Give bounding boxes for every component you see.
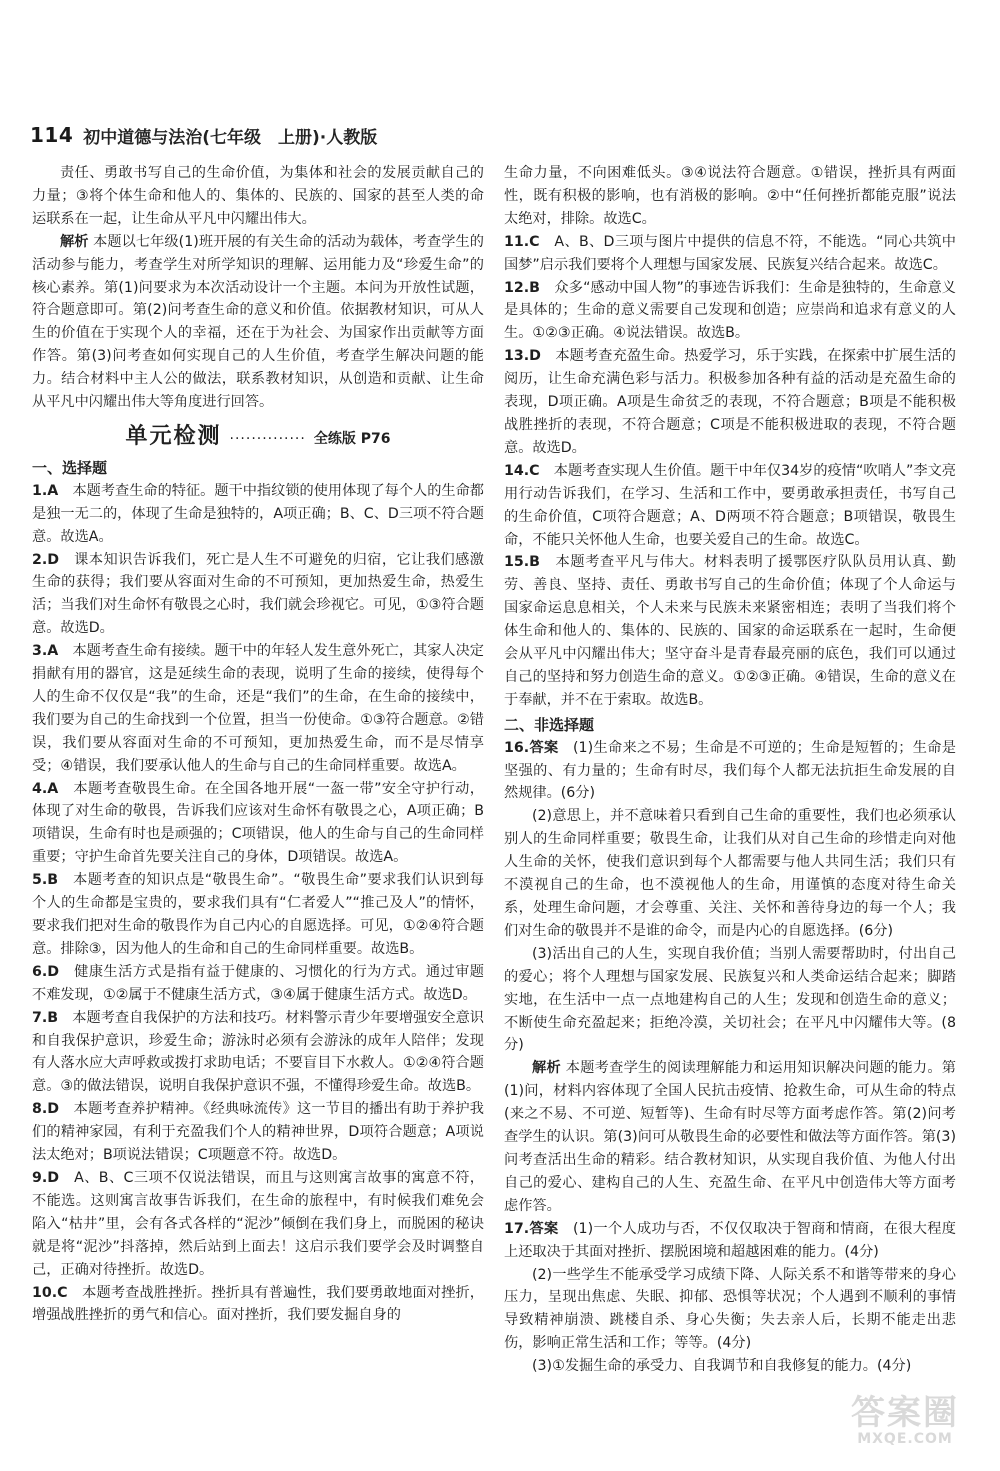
answer-item xyxy=(504,231,956,277)
analysis-paragraph xyxy=(32,231,484,414)
item-text: 本题考查养护精神。《经典咏流传》这一节目的播出有助于养护我们的精神家园，有利于充盈我们个人的精神世界，D项符合题意；A项说法太绝对；B项说法错误；C项题意不符。故选D。 xyxy=(32,1101,484,1164)
answer-item xyxy=(504,277,956,346)
unit-reference: 全练版 P76 xyxy=(313,430,391,447)
item-text: 本题考查平凡与伟大。材料表明了援鄂医疗队队员用认真、勤劳、善良、坚持、责任、勇敢书写自己的生命价值；体现了个人命运与国家命运息息相关，个人未来与民族未来紧密相连；表明了当我们将个体生命和他人的、集体的、民族的、国家的命运联系在一起时，生命便会从平凡中闪耀出伟大；坚守奋斗是青春最亮丽的底色，我们可以通过自己的坚持和努力创造生命的意义。①②③正确。④错误，生命的意义在于奉献，并不在于索取。故选B。 xyxy=(504,554,956,708)
item-number: 4.A xyxy=(32,780,59,797)
item-number: 3.A xyxy=(32,643,59,660)
q16-analysis-text: 本题考查学生的阅读理解能力和运用知识解决问题的能力。第(1)问，材料内容体现了全国人民抗击疫情、抢救生命，可从生命的特点(来之不易、不可逆、短暂等)、生命有时尽等方面考虑作答。第(2)问考查学生的认识。第(3)问可从敬畏生命的必要性和做法等方面作答。第(3)问考查活出生命的精彩。结合教材知识，从实现自我价值、为他人付出自己的爱心、建构自己的人生、充盈生命、在平凡中创造伟大等方面考虑作答。 xyxy=(504,1060,956,1214)
unit-dots: ·············· xyxy=(229,430,306,447)
q17-answer-part1 xyxy=(504,1218,956,1264)
answer-item xyxy=(504,345,956,460)
page-number: 114 xyxy=(30,123,74,147)
q16-answer-part3: (3)活出自己的人生，实现自我价值；当别人需要帮助时，付出自己的爱心；将个人理想与国家发展、民族复兴和人类命运结合起来；脚踏实地，在生活中一点一点地建构自己的人生；发现和创造生命的意义；不断使生命充盈起来；拒绝冷漠，关切社会；在平凡中闪耀伟大等。(8分) xyxy=(504,945,956,1054)
item-number: 15.B xyxy=(504,554,540,571)
answer-item xyxy=(32,778,484,870)
section-heading-choice: 一、选择题 xyxy=(32,458,108,477)
item-text: 本题考查敬畏生命。在全国各地开展“一盔一带”安全守护行动，体现了对生命的敬畏，告诉我们应该对生命怀有敬畏之心，A项正确；B项错误，生命有时也是顽强的；C项错误，他人的生命与自己的生命同样重要；守护生命首先要关注自己的身体，D项错误。故选A。 xyxy=(32,780,484,866)
item-text: A、B、D三项与图片中提供的信息不符，不能选。“同心共筑中国梦”启示我们要将个人理想与国家发展、民族复兴结合起来。故选C。 xyxy=(504,233,956,273)
item-number: 6.D xyxy=(32,963,60,980)
book-title: 初中道德与法治(七年级 上册)·人教版 xyxy=(83,127,378,148)
watermark-url: MXQE.COM xyxy=(857,1431,953,1447)
item-text: 本题考查自我保护的方法和技巧。材料警示青少年要增强安全意识和自我保护意识，珍爱生命；游泳时必须有会游泳的成年人陪伴；发现有人落水应大声呼救或拨打求助电话；不要盲目下水救人。①②④符合题意。③的做法错误，说明自我保护意识不强，不懂得珍爱生命。故选B。 xyxy=(32,1009,484,1095)
item-text: 本题考查生命有接续。题干中的年轻人发生意外死亡，其家人决定捐献有用的器官，这是延续生命的表现，说明了生命的接续，使得每个人的生命不仅仅是“我”的生命，还是“我们”的生命，在生命的接续中，我们要为自己的生命找到一个位置，担当一份使命。①③符合题意。②错误，我们要从容面对生命的不可预知，更加热爱生命，而不是尽情享受；④错误，我们要承认他人的生命与自己的生命同样重要。故选A。 xyxy=(32,643,484,774)
q17-label: 17.答案 xyxy=(504,1220,559,1237)
right-column xyxy=(504,162,956,1462)
answer-item xyxy=(32,869,484,961)
answer-item xyxy=(32,961,484,1007)
q17-answer-part3: (3)①发掘生命的承受力、自我调节和自我修复的能力。(4分) xyxy=(532,1358,912,1375)
item-text: 本题考查生命的特征。题干中指纹锁的使用体现了每个人的生命都是独一无二的，体现了生命是独特的，A项正确；B、C、D三项不符合题意。故选A。 xyxy=(32,482,484,545)
item-number: 1.A xyxy=(32,482,59,499)
item-number: 13.D xyxy=(504,348,541,365)
continuation-paragraph: 生命力量，不向困难低头。③④说法符合题意。①错误，挫折具有两面性，既有积极的影响，也有消极的影响。②中“任何挫折都能克服”说法太绝对，排除。故选C。 xyxy=(504,165,956,227)
watermark-logo: 答案圈 xyxy=(851,1393,959,1433)
q17-answer-part2: (2)一些学生不能承受学习成绩下降、人际关系不和谐等带来的身心压力，呈现出焦虑、失眠、抑郁、恐惧等状况；个人遇到不顺利的事情导致精神崩溃、跳楼自杀、身心失衡；失去亲人后，长期不能走出悲伤，影响正常生活和工作；等等。(4分) xyxy=(504,1266,956,1352)
unit-title: 单元检测 xyxy=(125,423,222,449)
q16-analysis xyxy=(504,1057,956,1217)
item-text: 众多“感动中国人物”的事迹告诉我们：生命是独特的，生命意义是具体的；生命的意义需要自己发现和创造；应崇尚和追求有意义的人生。①②③正确。④说法错误。故选B。 xyxy=(504,279,956,342)
answer-item xyxy=(32,640,484,777)
item-number: 9.D xyxy=(32,1169,60,1186)
item-text: 健康生活方式是指有益于健康的、习惯化的行为方式。通过审题不难发现，①②属于不健康生活方式，③④属于健康生活方式。故选D。 xyxy=(32,963,484,1003)
unit-test-banner xyxy=(32,423,484,451)
intro-paragraph: 责任、勇敢书写自己的生命价值，为集体和社会的发展贡献自己的力量；③将个体生命和他人的、集体的、民族的、国家的甚至人类的命运联系在一起，让生命从平凡中闪耀出伟大。 xyxy=(32,165,484,227)
item-text: 本题考查战胜挫折。挫折具有普遍性，我们要勇敢地面对挫折，增强战胜挫折的勇气和信心。面对挫折，我们要发掘自身的 xyxy=(32,1284,484,1324)
item-text: 本题考查充盈生命。热爱学习，乐于实践，在探索中扩展生活的阅历，让生命充满色彩与活力。积极参加各种有益的活动是充盈生命的表现，D项正确。A项是生命贫乏的表现，不符合题意；B项是不能积极战胜挫折的表现，不符合题意；C项是不能积极进取的表现，不符合题意。故选D。 xyxy=(504,348,956,456)
section-heading-nonchoice: 二、非选择题 xyxy=(504,715,595,734)
item-number: 2.D xyxy=(32,551,60,568)
q16-answer-part2: (2)意思上，并不意味着只看到自己生命的重要性，我们也必须承认别人的生命同样重要；敬畏生命，让我们从对自己生命的珍惜走向对他人生命的关怀，使我们意识到每个人都需要与他人共同生活；我们只有不漠视自己的生命，也不漠视他人的生命，用谨慎的态度对待生命关系，处理生命问题，才会尊重、关注、关怀和善待身边的每一个人；我们对生命的敬畏并不是谁的命令，而是内心的自愿选择。(6分) xyxy=(504,808,956,939)
answer-item xyxy=(32,1098,484,1167)
answer-item xyxy=(32,1282,484,1328)
item-number: 7.B xyxy=(32,1009,59,1026)
item-number: 11.C xyxy=(504,233,540,250)
item-number: 8.D xyxy=(32,1101,60,1118)
q16-label: 16.答案 xyxy=(504,739,559,756)
item-text: 课本知识告诉我们，死亡是人生不可避免的归宿，它让我们感激生命的获得；我们要从容面对生命的不可预知，更加热爱生命，热爱生活；当我们对生命怀有敬畏之心时，我们就会珍视它。可见，①③符合题意。故选D。 xyxy=(32,551,484,637)
item-number: 14.C xyxy=(504,462,540,479)
analysis-label: 解析 xyxy=(60,233,89,250)
q16-text-1: (1)生命来之不易；生命是不可逆的；生命是短暂的；生命是坚强的、有力量的；生命有时尽，我们每个人都无法抗拒生命发展的自然规律。(6分) xyxy=(504,739,956,802)
page-header xyxy=(30,118,970,152)
item-text: 本题考查实现人生价值。题干中年仅34岁的疫情“吹哨人”李文亮用行动告诉我们，在学习、生活和工作中，要勇敢承担责任，书写自己的生命价值，C项符合题意；A、D两项不符合题意；B项错误，敬畏生命，不能只关怀他人生命，也要关爱自己的生命。故选C。 xyxy=(504,462,956,548)
item-text: A、B、C三项不仅说法错误，而且与这则寓言故事的寓意不符，不能选。这则寓言故事告诉我们，在生命的旅程中，有时候我们难免会陷入“枯井”里，会有各式各样的“泥沙”倾倒在我们身上，而脱困的秘诀就是将“泥沙”抖落掉，然后站到上面去！这启示我们要学会及时调整自己，正确对待挫折。故选D。 xyxy=(32,1169,484,1278)
q16-analysis-label: 解析 xyxy=(532,1060,561,1077)
answer-item xyxy=(32,549,484,641)
answer-item xyxy=(504,551,956,711)
item-number: 5.B xyxy=(32,872,59,889)
q17-text-1: (1)一个人成功与否，不仅仅取决于智商和情商，在很大程度上还取决于其面对挫折、摆脱困境和超越困难的能力。(4分) xyxy=(504,1220,956,1260)
answer-item xyxy=(32,480,484,549)
item-number: 12.B xyxy=(504,279,540,296)
watermark xyxy=(830,1393,980,1449)
left-column xyxy=(32,162,484,1462)
answer-item xyxy=(32,1167,484,1282)
answer-item xyxy=(32,1007,484,1099)
item-number: 10.C xyxy=(32,1284,68,1301)
item-text: 本题考查的知识点是“敬畏生命”。“敬畏生命”要求我们认识到每个人的生命都是宝贵的，要求我们具有“仁者爱人”“推己及人”的情怀，要求我们把对生命的敬畏作为自己内心的自愿选择。可见，①②④符合题意。排除③，因为他人的生命和自己的生命同样重要。故选B。 xyxy=(32,872,484,957)
answer-item xyxy=(504,460,956,552)
analysis-text: 本题以七年级(1)班开展的有关生命的活动为载体，考查学生的活动参与能力，考查学生对所学知识的理解、运用能力及“珍爱生命”的核心素养。第(1)问要求为本次活动设计一个主题。本问为开放性试题，符合题意即可。第(2)问考查生命的意义和价值。依据教材知识，可从人生的价值在于实现个人的幸福，还在于为社会、为国家作出贡献等方面作答。第(3)问考查如何实现自己的人生价值，考查学生解决问题的能力。结合材料中主人公的做法，联系教材知识，从创造和贡献、让生命从平凡中闪耀出伟大等角度进行回答。 xyxy=(32,233,484,411)
q16-answer-part1 xyxy=(504,737,956,806)
